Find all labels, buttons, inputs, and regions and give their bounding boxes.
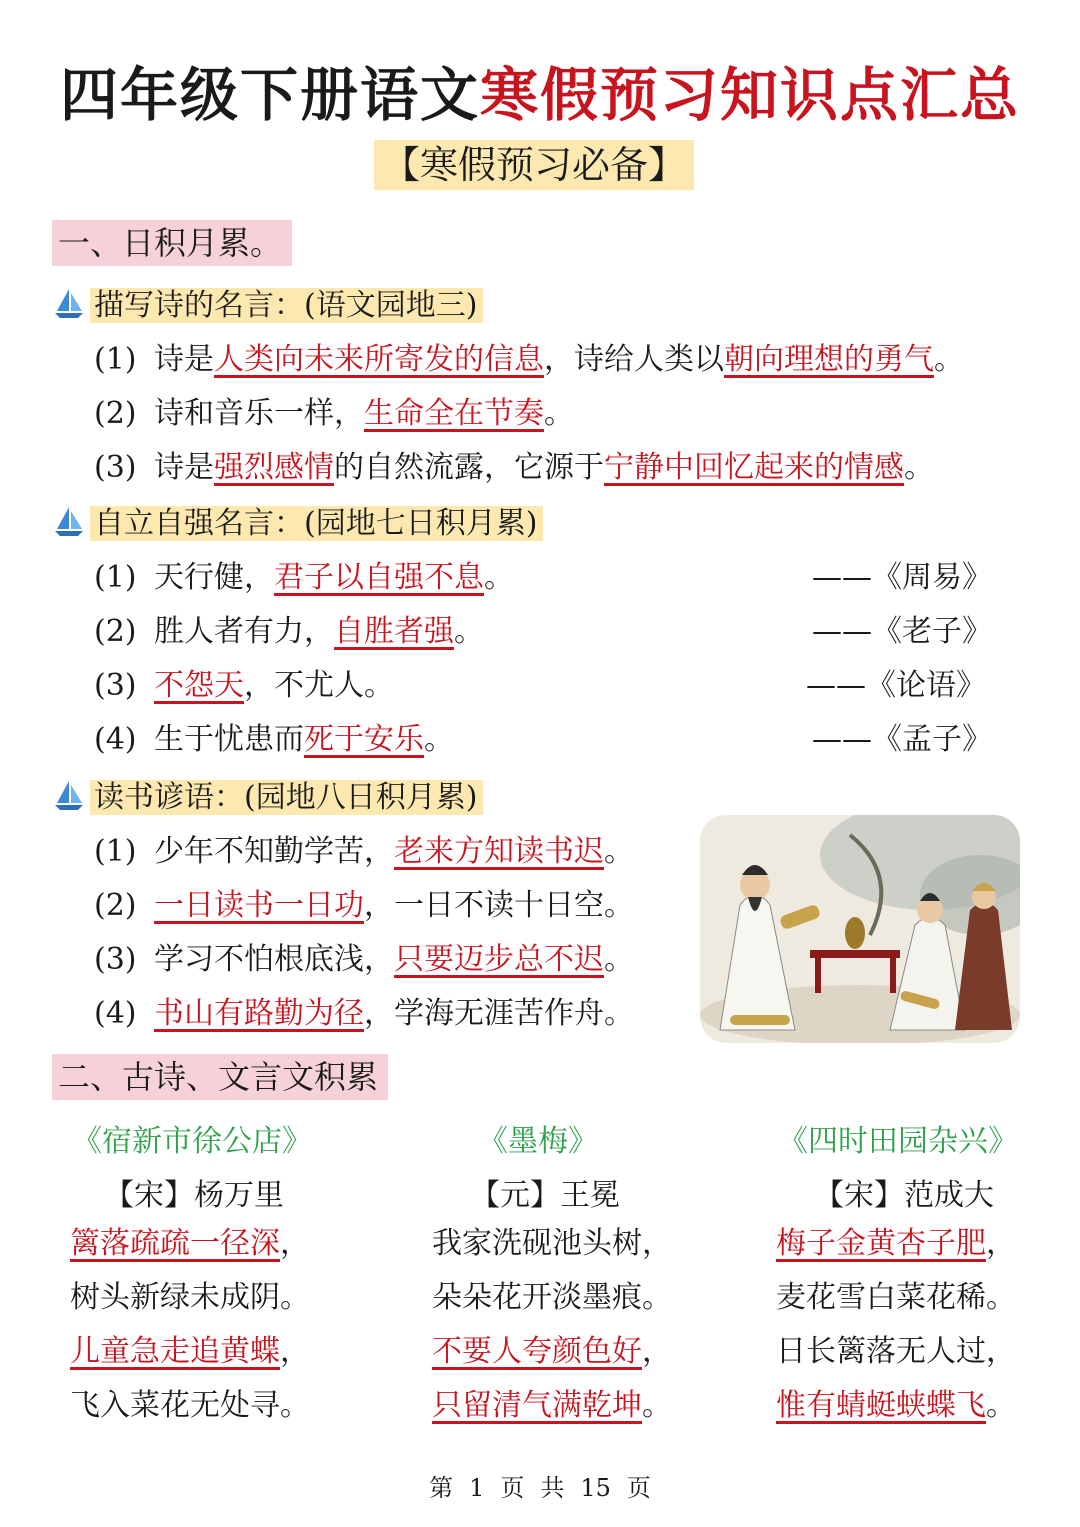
- quote-source: ——《老子》: [812, 614, 992, 649]
- poem-author: 【元】王冕: [470, 1178, 620, 1213]
- section-heading-2: 二、古诗、文言文积累: [52, 1054, 388, 1100]
- poem-line: 梅子金黄杏子肥，: [776, 1226, 1016, 1261]
- poem-line: 不要人夸颜色好，: [432, 1334, 672, 1369]
- list-item: (3) 不怨天，不尤人。: [94, 668, 394, 703]
- poem-line: 日长篱落无人过，: [776, 1334, 1016, 1369]
- group-heading-text: 自立自强名言：(园地七日积月累): [90, 506, 543, 541]
- sailboat-icon: [52, 286, 86, 320]
- scholars-illustration: [700, 815, 1020, 1043]
- list-item: (1) 天行健，君子以自强不息。: [94, 560, 514, 595]
- list-item: (4) 生于忧患而死于安乐。: [94, 722, 454, 757]
- group-heading: [52, 776, 483, 820]
- poem-title: 《墨梅》: [478, 1124, 598, 1159]
- poem-line: 朵朵花开淡墨痕。: [432, 1280, 672, 1315]
- poem-line: 树头新绿未成阴。: [70, 1280, 310, 1315]
- title-red: 寒假预习知识点汇总: [480, 61, 1021, 129]
- poem-line: 麦花雪白菜花稀。: [776, 1280, 1016, 1315]
- sailboat-icon: [52, 778, 86, 812]
- quote-source: ——《论语》: [806, 668, 986, 703]
- poem-line: 惟有蜻蜓蛱蝶飞。: [776, 1388, 1016, 1423]
- poem-line: 我家洗砚池头树，: [432, 1226, 672, 1261]
- title-black: 四年级下册语文: [59, 61, 480, 129]
- sailboat-icon: [52, 504, 86, 538]
- group-heading: [52, 284, 483, 328]
- poem-author: 【宋】范成大: [814, 1178, 994, 1213]
- page-title: [0, 48, 1080, 132]
- poem-line: 飞入菜花无处寻。: [70, 1388, 310, 1423]
- section-heading-1: 一、日积月累。: [52, 220, 292, 266]
- list-item: (1) 诗是人类向未来所寄发的信息，诗给人类以朝向理想的勇气。: [94, 342, 964, 377]
- list-item: (3) 学习不怕根底浅，只要迈步总不迟。: [94, 942, 634, 977]
- list-item: (2) 一日读书一日功，一日不读十日空。: [94, 888, 634, 923]
- quote-source: ——《周易》: [812, 560, 992, 595]
- poem-line: 只留清气满乾坤。: [432, 1388, 672, 1423]
- total-pages: 15: [580, 1474, 611, 1502]
- group-heading-text: 描写诗的名言：(语文园地三): [90, 288, 483, 323]
- list-item: (2) 诗和音乐一样，生命全在节奏。: [94, 396, 574, 431]
- poem-author: 【宋】杨万里: [104, 1178, 284, 1213]
- group-heading-text: 读书谚语：(园地八日积月累): [90, 780, 483, 815]
- group-heading: [52, 502, 543, 546]
- list-item: (3) 诗是强烈感情的自然流露，它源于宁静中回忆起来的情感。: [94, 450, 934, 485]
- poem-title: 《四时田园杂兴》: [778, 1124, 1018, 1159]
- page-footer: 第 1 页 共 15 页: [429, 1474, 651, 1502]
- poem-line: 儿童急走追黄蝶，: [70, 1334, 310, 1369]
- subtitle: 【寒假预习必备】: [374, 140, 694, 190]
- list-item: (2) 胜人者有力，自胜者强。: [94, 614, 484, 649]
- page-number: 1: [469, 1474, 485, 1502]
- poem-title: 《宿新市徐公店》: [72, 1124, 312, 1159]
- poem-line: 篱落疏疏一径深，: [70, 1226, 310, 1261]
- list-item: (4) 书山有路勤为径，学海无涯苦作舟。: [94, 996, 634, 1031]
- list-item: (1) 少年不知勤学苦，老来方知读书迟。: [94, 834, 634, 869]
- quote-source: ——《孟子》: [812, 722, 992, 757]
